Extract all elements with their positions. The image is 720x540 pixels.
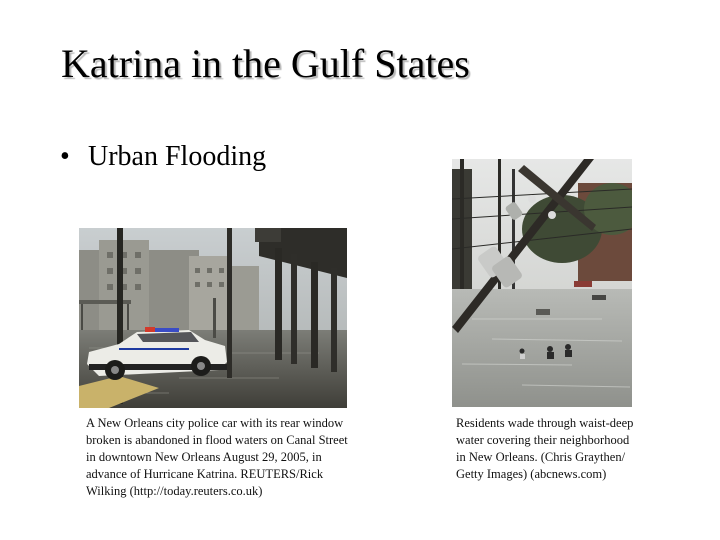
photo-caption-left: A New Orleans city police car with its rear window broken is abandoned in flood waters on Canal Street in downtown New Orleans August 29, 2005, in advance of Hurricane Katrina. REUTERS/Rick Wilking (http://today.reuters.co.uk) <box>86 416 348 498</box>
slide-title: Katrina in the Gulf States <box>61 41 470 86</box>
residents-wading-photo <box>452 159 632 407</box>
bullet-text: Urban Flooding <box>88 141 267 172</box>
police-car-flood-photo <box>79 228 347 408</box>
bullet-marker: • <box>60 141 70 172</box>
photo-caption-right: Residents wade through waist-deep water covering their neighborhood in New Orleans. (Chris Graythen/ Getty Images) (abcnews.com) <box>456 416 634 481</box>
bullet-item <box>60 140 266 174</box>
